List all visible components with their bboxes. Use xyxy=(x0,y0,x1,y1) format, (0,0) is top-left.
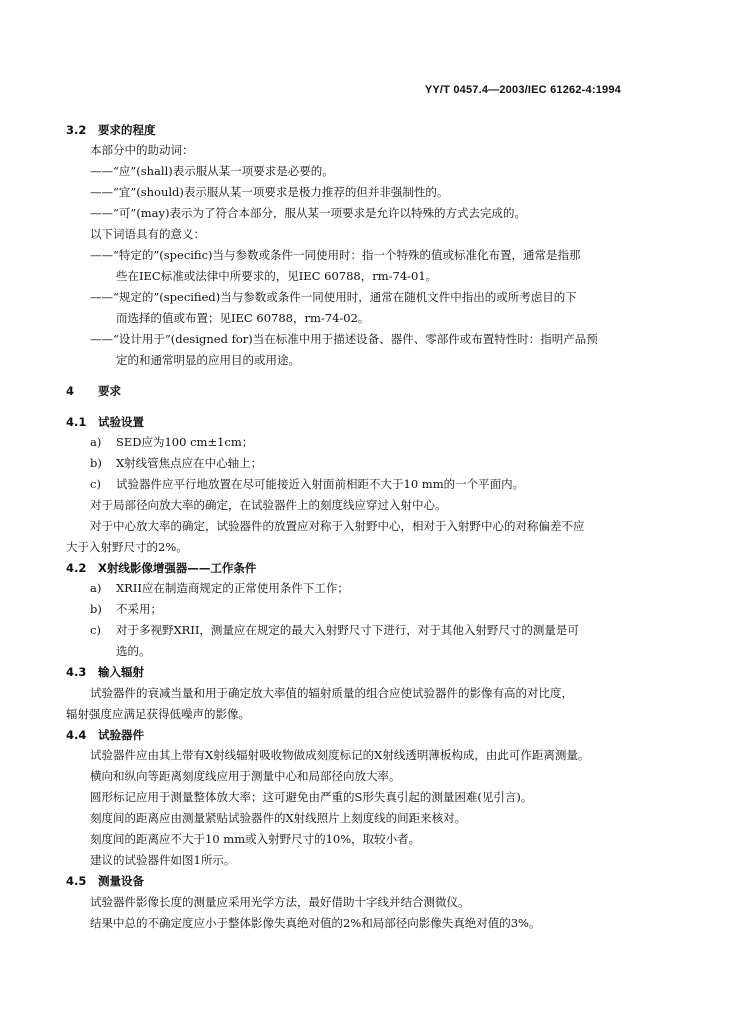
list-item-designed-for: ——“设计用于”(designed for)当在标准中用于描述设备、器件、零部件或布置特性时：指明产品预 xyxy=(90,332,598,346)
section-4-4-heading xyxy=(66,727,144,743)
paragraph: 试验器件的衰减当量和用于确定放大率值的辐射质量的组合应使试验器件的影像有高的对比度， xyxy=(90,686,573,700)
list-marker: a) xyxy=(90,435,102,449)
list-item-specified: ——“规定的”(specified)当与参数或条件一同使用时，通常在随机文件中指出的或所考虑目的下 xyxy=(90,290,577,304)
list-marker: c) xyxy=(90,477,101,491)
list-marker: b) xyxy=(90,456,102,470)
paragraph: 横向和纵向等距离刻度线应用于测量中心和局部径向放大率。 xyxy=(90,769,401,783)
section-number: 3.2 xyxy=(66,123,87,137)
list-item xyxy=(90,434,253,450)
section-number: 4 xyxy=(66,384,75,398)
paragraph: 对于中心放大率的确定，试验器件的放置应对称于入射野中心，相对于入射野中心的对称偏差不应 xyxy=(90,519,585,533)
section-title: 试验设置 xyxy=(98,415,144,429)
paragraph: 结果中总的不确定度应小于整体影像失真绝对值的2%和局部径向影像失真绝对值的3%。 xyxy=(90,916,541,930)
section-3-2-heading xyxy=(66,122,156,138)
paragraph: 圆形标记应用于测量整体放大率；这可避免由严重的S形失真引起的测量困难(见引言)。 xyxy=(90,790,533,804)
section-title: 要求的程度 xyxy=(98,123,156,137)
list-item-text: X射线管焦点应在中心轴上； xyxy=(116,456,263,470)
paragraph-cont: 大于入射野尺寸的2%。 xyxy=(66,540,188,554)
paragraph: 建议的试验器件如图1所示。 xyxy=(90,853,236,867)
list-item-should: ——“宜”(should)表示服从某一项要求是极力推荐的但并非强制性的。 xyxy=(90,185,449,199)
list-item xyxy=(90,622,579,638)
section-4-heading xyxy=(66,383,121,399)
list-item xyxy=(90,601,162,617)
paragraph-cont: 辐射强度应满足获得低噪声的影像。 xyxy=(66,707,250,721)
list-item xyxy=(90,455,262,471)
section-number: 4.1 xyxy=(66,415,87,429)
list-item-shall: ——“应”(shall)表示服从某一项要求是必要的。 xyxy=(90,164,334,178)
list-item-specific-cont: 些在IEC标准或法律中所要求的，见IEC 60788，rm-74-01。 xyxy=(116,269,438,283)
section-number: 4.3 xyxy=(66,665,87,679)
section-4-3-heading xyxy=(66,664,144,680)
list-item-text: 试验器件应平行地放置在尽可能接近入射面前相距不大于10 mm的一个平面内。 xyxy=(116,477,525,491)
list-item-cont: 选的。 xyxy=(116,644,151,658)
list-item-text: 对于多视野XRII，测量应在规定的最大入射野尺寸下进行，对于其他入射野尺寸的测量是可 xyxy=(116,623,579,637)
section-4-5-heading xyxy=(66,873,144,889)
paragraph: 刻度间的距离应不大于10 mm或入射野尺寸的10%，取较小者。 xyxy=(90,832,421,846)
list-item-text: XRII应在制造商规定的正常使用条件下工作； xyxy=(116,581,349,595)
list-item-specific: ——“特定的”(specific)当与参数或条件一同使用时：指一个特殊的值或标准化布置，通常是指那 xyxy=(90,248,581,262)
section-title: 输入辐射 xyxy=(98,665,144,679)
paragraph: 对于局部径向放大率的确定，在试验器件上的刻度线应穿过入射中心。 xyxy=(90,498,447,512)
paragraph: 以下词语具有的意义： xyxy=(90,227,205,241)
list-marker: c) xyxy=(90,623,101,637)
section-number: 4.5 xyxy=(66,874,87,888)
list-marker: a) xyxy=(90,581,102,595)
section-number: 4.2 xyxy=(66,561,87,575)
section-number: 4.4 xyxy=(66,728,87,742)
section-title: X射线影像增强器——工作条件 xyxy=(98,561,257,575)
list-marker: b) xyxy=(90,602,102,616)
list-item xyxy=(90,476,524,492)
section-title: 试验器件 xyxy=(98,728,144,742)
paragraph: 本部分中的助动词： xyxy=(90,143,194,157)
paragraph: 刻度间的距离应由测量紧贴试验器件的X射线照片上刻度线的间距来核对。 xyxy=(90,811,467,825)
section-title: 测量设备 xyxy=(98,874,144,888)
list-item-specified-cont: 而选择的值或布置；见IEC 60788，rm-74-02。 xyxy=(116,311,370,325)
section-4-2-heading xyxy=(66,560,256,576)
list-item-designed-for-cont: 定的和通常明显的应用目的或用途。 xyxy=(116,353,300,367)
paragraph: 试验器件应由其上带有X射线辐射吸收物做成刻度标记的X射线透明薄板构成，由此可作距离测量。 xyxy=(90,748,590,762)
list-item-may: ——“可”(may)表示为了符合本部分，服从某一项要求是允许以特殊的方式去完成的。 xyxy=(90,206,526,220)
list-item-text: 不采用； xyxy=(116,602,162,616)
list-item-text: SED应为100 cm±1cm； xyxy=(116,435,254,449)
paragraph: 试验器件影像长度的测量应采用光学方法，最好借助十字线并结合测微仪。 xyxy=(90,895,470,909)
section-4-1-heading xyxy=(66,414,144,430)
list-item xyxy=(90,580,349,596)
standard-number-header: YY/T 0457.4—2003/IEC 61262-4:1994 xyxy=(424,84,621,96)
section-title: 要求 xyxy=(98,384,121,398)
